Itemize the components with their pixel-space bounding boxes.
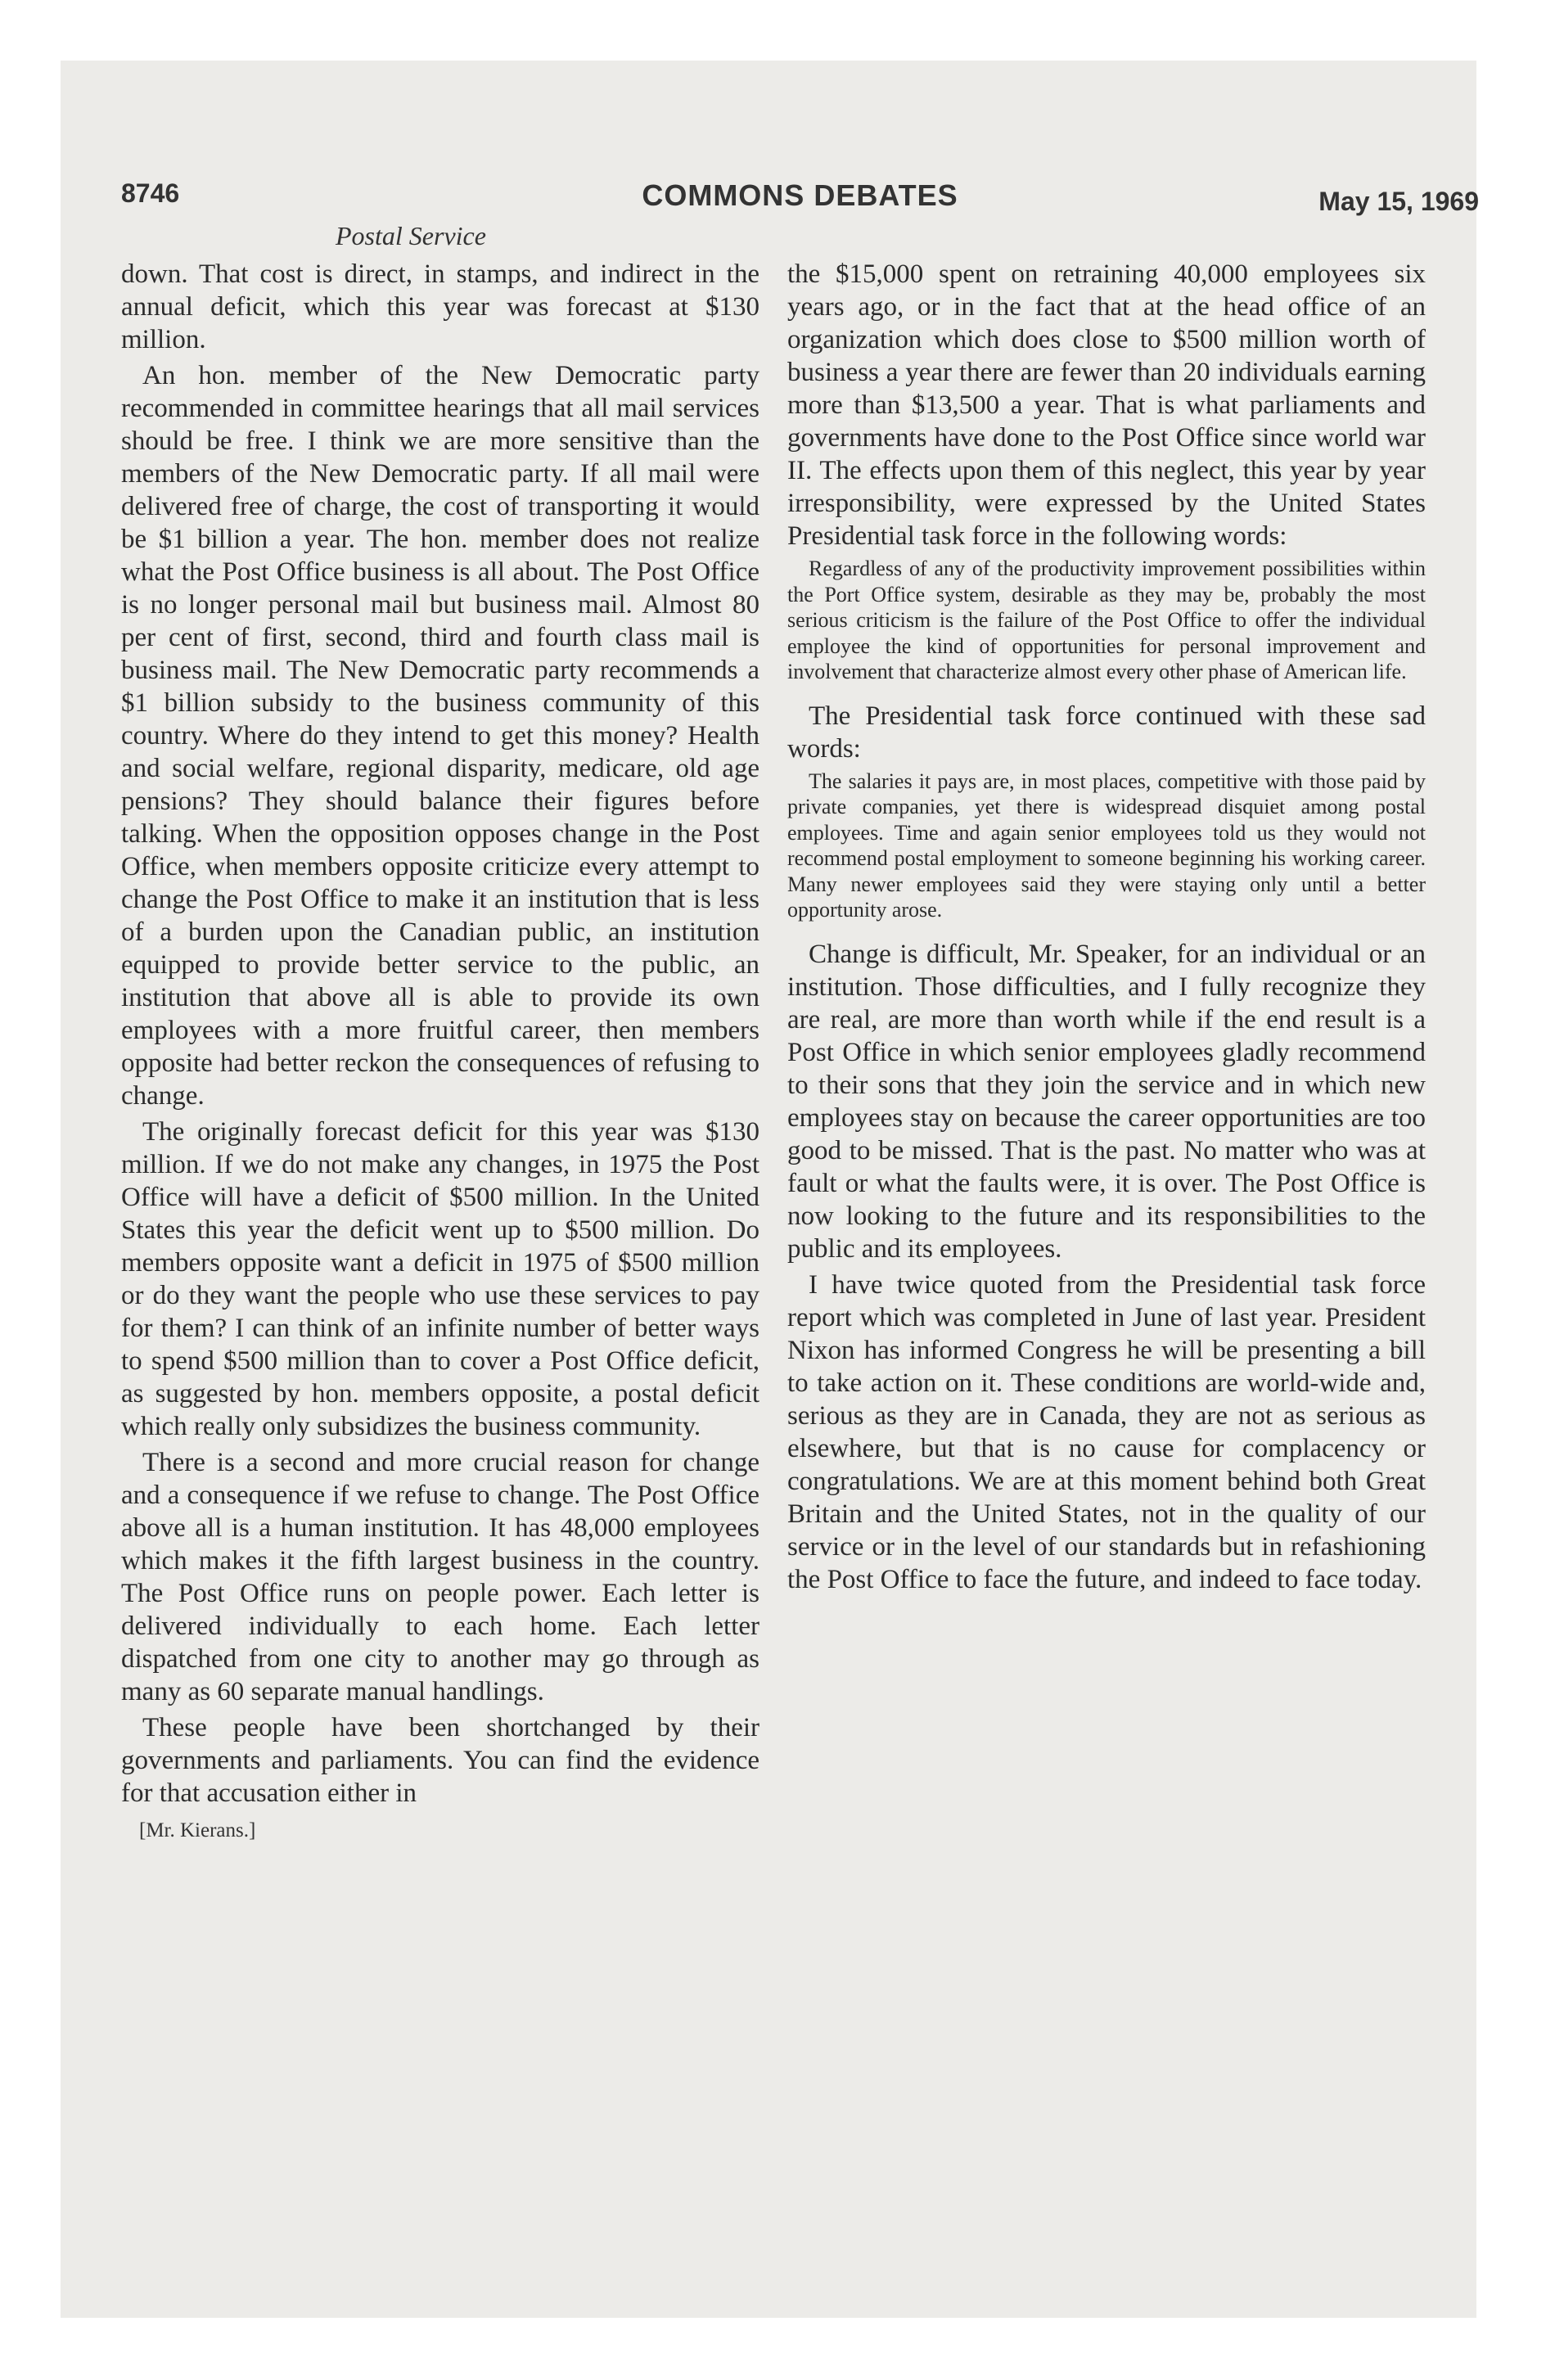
right-column: [787, 258, 1426, 1599]
paragraph: There is a second and more crucial reason for change and a consequence if we refuse to change. The Post Office above all is a human institution. It has 48,000 employees which makes it the fifth largest business in the country. The Post Office runs on people power. Each letter is delivered individually to each home. Each letter dispatched from one city to another may go through as many as 60 separate manual handlings.: [121, 1448, 759, 1706]
block-quote: The salaries it pays are, in most places, competitive with those paid by private companies, yet there is widespread disquiet among postal employees. Time and again senior employees told us they would not recommend postal employment to someone beginning his working career. Many newer employees said they were staying only until a better opportunity arose.: [787, 769, 1426, 922]
page-header: [121, 178, 1479, 228]
paragraph: The originally forecast deficit for this year was $130 million. If we do not make any changes, in 1975 the Post Office will have a deficit of $500 million. In the United States this year the deficit went up to $500 million. Do members opposite want a deficit in 1975 of $500 million or do they want the people who use these services to pay for them? I can think of an infinite number of better ways to spend $500 million than to cover a Post Office deficit, as suggested by hon. members opposite, a postal deficit which really only subsidizes the business community.: [121, 1117, 759, 1441]
paragraph: The Presidential task force continued with these sad words:: [787, 701, 1426, 764]
paragraph: An hon. member of the New Democratic party recommended in committee hearings that all mail services should be free. I think we are more sensitive than the members of the New Democratic party. If all mail were delivered free of charge, the cost of transporting it would be $1 billion a year. The hon. member does not realize what the Post Office business is all about. The Post Office is no longer personal mail but business mail. Almost 80 per cent of first, second, third and fourth class mail is business mail. The New Democratic party recommends a $1 billion subsidy to the business community of this country. Where do they intend to get this money? Health and social welfare, regional disparity, medicare, old age pensions? They should balance their figures before talking. When the opposition opposes change in the Post Office, when members opposite criticize every attempt to change the Post Office to make it an institution that is less of a burden upon the Canadian public, an institution equipped to provide better service to the public, an institution that above all is able to provide its own employees with a more fruitful career, then members opposite had better reckon the consequences of refusing to change.: [121, 361, 759, 1111]
publication-date: May 15, 1969: [1318, 187, 1479, 216]
paragraph: These people have been shortchanged by their governments and parliaments. You can find the evidence for that accusation either in: [121, 1713, 759, 1808]
publication-title: COMMONS DEBATES: [642, 178, 958, 212]
block-quote: Regardless of any of the productivity improvement possibilities within the Port Office system, desirable as they may be, probably the most serious criticism is the failure of the Post Office to offer the individual employee the kind of opportunities for personal improvement and involvement that characterize almost every other phase of American life.: [787, 557, 1426, 683]
speaker-attribution: [Mr. Kierans.]: [139, 1819, 256, 1841]
section-heading: Postal Service: [336, 221, 486, 250]
paragraph: down. That cost is direct, in stamps, and indirect in the annual deficit, which this year was forecast at $130 million.: [121, 259, 759, 354]
page-number: 8746: [121, 178, 180, 208]
paragraph: the $15,000 spent on retraining 40,000 employees six years ago, or in the fact that at the head office of an organization which does close to $500 million worth of business a year there are fewer than 20 individuals earning more than $13,500 a year. That is what parliaments and governments have done to the Post Office since world war II. The effects upon them of this neglect, this year by year irresponsibility, were expressed by the United States Presidential task force in the following words:: [787, 259, 1426, 551]
paragraph: Change is difficult, Mr. Speaker, for an individual or an institution. Those difficulties, and I fully recognize they are real, are more than worth while if the end result is a Post Office in which senior employees gladly recommend to their sons that they join the service and in which new employees stay on because the career opportunities are too good to be missed. That is the past. No matter who was at fault or what the faults were, it is over. The Post Office is now looking to the future and its responsibilities to the public and its employees.: [787, 939, 1426, 1264]
left-column: [121, 258, 759, 1842]
paragraph: I have twice quoted from the Presidential task force report which was completed in June of last year. President Nixon has informed Congress he will be presenting a bill to take action on it. These conditions are world-wide and, serious as they are in Canada, they are not as serious as elsewhere, but that is no cause for complacency or congratulations. We are at this moment behind both Great Britain and the United States, not in the quality of our service or in the level of our standards but in refashioning the Post Office to face the future, and indeed to face today.: [787, 1269, 1426, 1594]
